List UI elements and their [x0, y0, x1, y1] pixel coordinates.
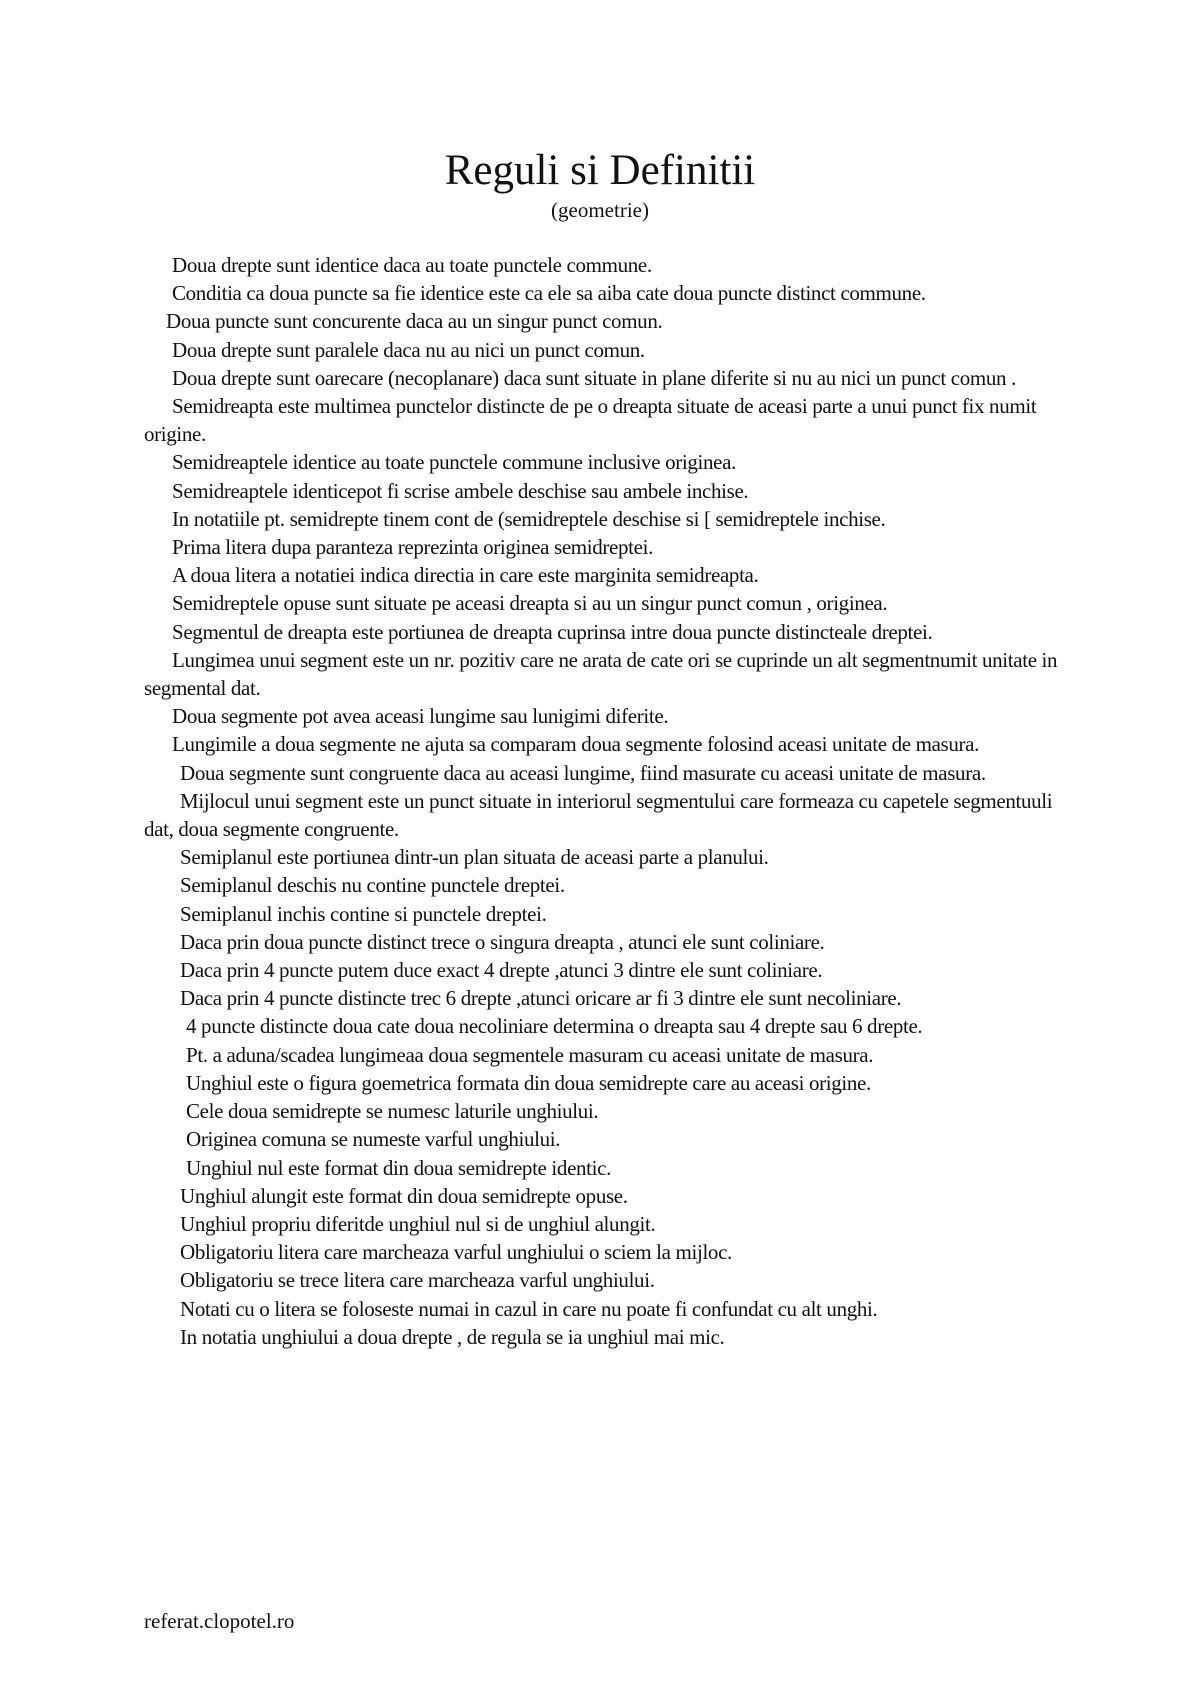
- page-title: Reguli si Definitii: [444, 147, 756, 194]
- paragraph: Daca prin 4 puncte putem duce exact 4 drepte ,atunci 3 dintre ele sunt coliniare.: [180, 958, 823, 983]
- paragraph: Doua puncte sunt concurente daca au un singur punct comun.: [166, 309, 663, 334]
- paragraph: Obligatoriu se trece litera care marcheaza varful unghiului.: [180, 1268, 655, 1293]
- paragraph: Doua drepte sunt oarecare (necoplanare) daca sunt situate in plane diferite si nu au nici un punct comun .: [172, 365, 1016, 390]
- paragraph: Doua drepte sunt identice daca au toate punctele commune.: [172, 253, 652, 277]
- paragraph: Lungimea unui segment este un nr. pozitiv care ne arata de cate ori se cuprinde un alt segmentnumit unitate in segmental dat.: [144, 647, 1058, 701]
- paragraph: Mijlocul unui segment este un punct situate in interiorul segmentului care formeaza cu capetele segmentuuli dat, doua segmente congruente.: [144, 788, 1053, 842]
- paragraph: Prima litera dupa paranteza reprezinta originea semidreptei.: [172, 535, 654, 560]
- paragraph: Unghiul nul este format din doua semidrepte identic.: [186, 1155, 612, 1180]
- paragraph: Cele doua semidrepte se numesc laturile unghiului.: [186, 1099, 599, 1124]
- paragraph: Doua drepte sunt paralele daca nu au nici un punct comun.: [172, 337, 645, 362]
- paragraph: Originea comuna se numeste varful unghiului.: [186, 1127, 561, 1152]
- paragraph: Unghiul propriu diferitde unghiul nul si de unghiul alungit.: [180, 1211, 656, 1236]
- paragraph: Semiplanul deschis nu contine punctele dreptei.: [180, 873, 565, 898]
- paragraph: Segmentul de dreapta este portiunea de dreapta cuprinsa intre doua puncte distincteale dreptei.: [172, 619, 933, 644]
- paragraph: Notati cu o litera se foloseste numai in cazul in care nu poate fi confundat cu alt unghi.: [180, 1296, 878, 1321]
- paragraph: Semiplanul este portiunea dintr-un plan situata de aceasi parte a planului.: [180, 845, 769, 870]
- paragraph: In notatiile pt. semidrepte tinem cont de (semidreptele deschise si [ semidreptele inchise.: [172, 506, 886, 531]
- paragraph: Daca prin doua puncte distinct trece o singura dreapta , atunci ele sunt coliniare.: [180, 929, 825, 954]
- paragraph: Unghiul este o figura goemetrica formata din doua semidrepte care au aceasi origine.: [186, 1070, 871, 1095]
- paragraph: Semidreptele opuse sunt situate pe aceasi dreapta si au un singur punct comun , originea.: [172, 591, 888, 616]
- paragraph: Doua segmente pot avea aceasi lungime sau lunigimi diferite.: [172, 704, 669, 729]
- paragraph: Doua segmente sunt congruente daca au aceasi lungime, fiind masurate cu aceasi unitate de masura.: [180, 760, 986, 785]
- paragraph: Lungimile a doua segmente ne ajuta sa comparam doua segmente folosind aceasi unitate de masura.: [172, 732, 980, 757]
- paragraph: Conditia ca doua puncte sa fie identice este ca ele sa aiba cate doua puncte distinct commune.: [172, 281, 926, 306]
- paragraph: Semidreaptele identicepot fi scrise ambele deschise sau ambele inchise.: [172, 478, 749, 503]
- paragraph: Semiplanul inchis contine si punctele dreptei.: [180, 901, 547, 926]
- paragraph: Unghiul alungit este format din doua semidrepte opuse.: [180, 1183, 628, 1208]
- paragraph: Daca prin 4 puncte distincte trec 6 drepte ,atunci oricare ar fi 3 dintre ele sunt necoliniare.: [180, 986, 902, 1011]
- paragraph: Semidreaptele identice au toate punctele commune inclusive originea.: [172, 450, 736, 475]
- document-body: [144, 251, 1064, 1351]
- paragraph: Pt. a aduna/scadea lungimeaa doua segmentele masuram cu aceasi unitate de masura.: [186, 1042, 874, 1067]
- page-subtitle: (geometrie): [551, 198, 649, 222]
- paragraph: In notatia unghiului a doua drepte , de regula se ia unghiul mai mic.: [180, 1324, 725, 1349]
- page-footer-source: referat.clopotel.ro: [144, 1609, 295, 1633]
- paragraph: A doua litera a notatiei indica directia in care este marginita semidreapta.: [172, 563, 759, 588]
- paragraph: Semidreapta este multimea punctelor distincte de pe o dreapta situate de aceasi parte a unui punct fix numit origine.: [144, 394, 1037, 447]
- paragraph: 4 puncte distincte doua cate doua necoliniare determina o dreapta sau 4 drepte sau 6 drepte.: [186, 1014, 923, 1039]
- paragraph: Obligatoriu litera care marcheaza varful unghiului o sciem la mijloc.: [180, 1240, 732, 1265]
